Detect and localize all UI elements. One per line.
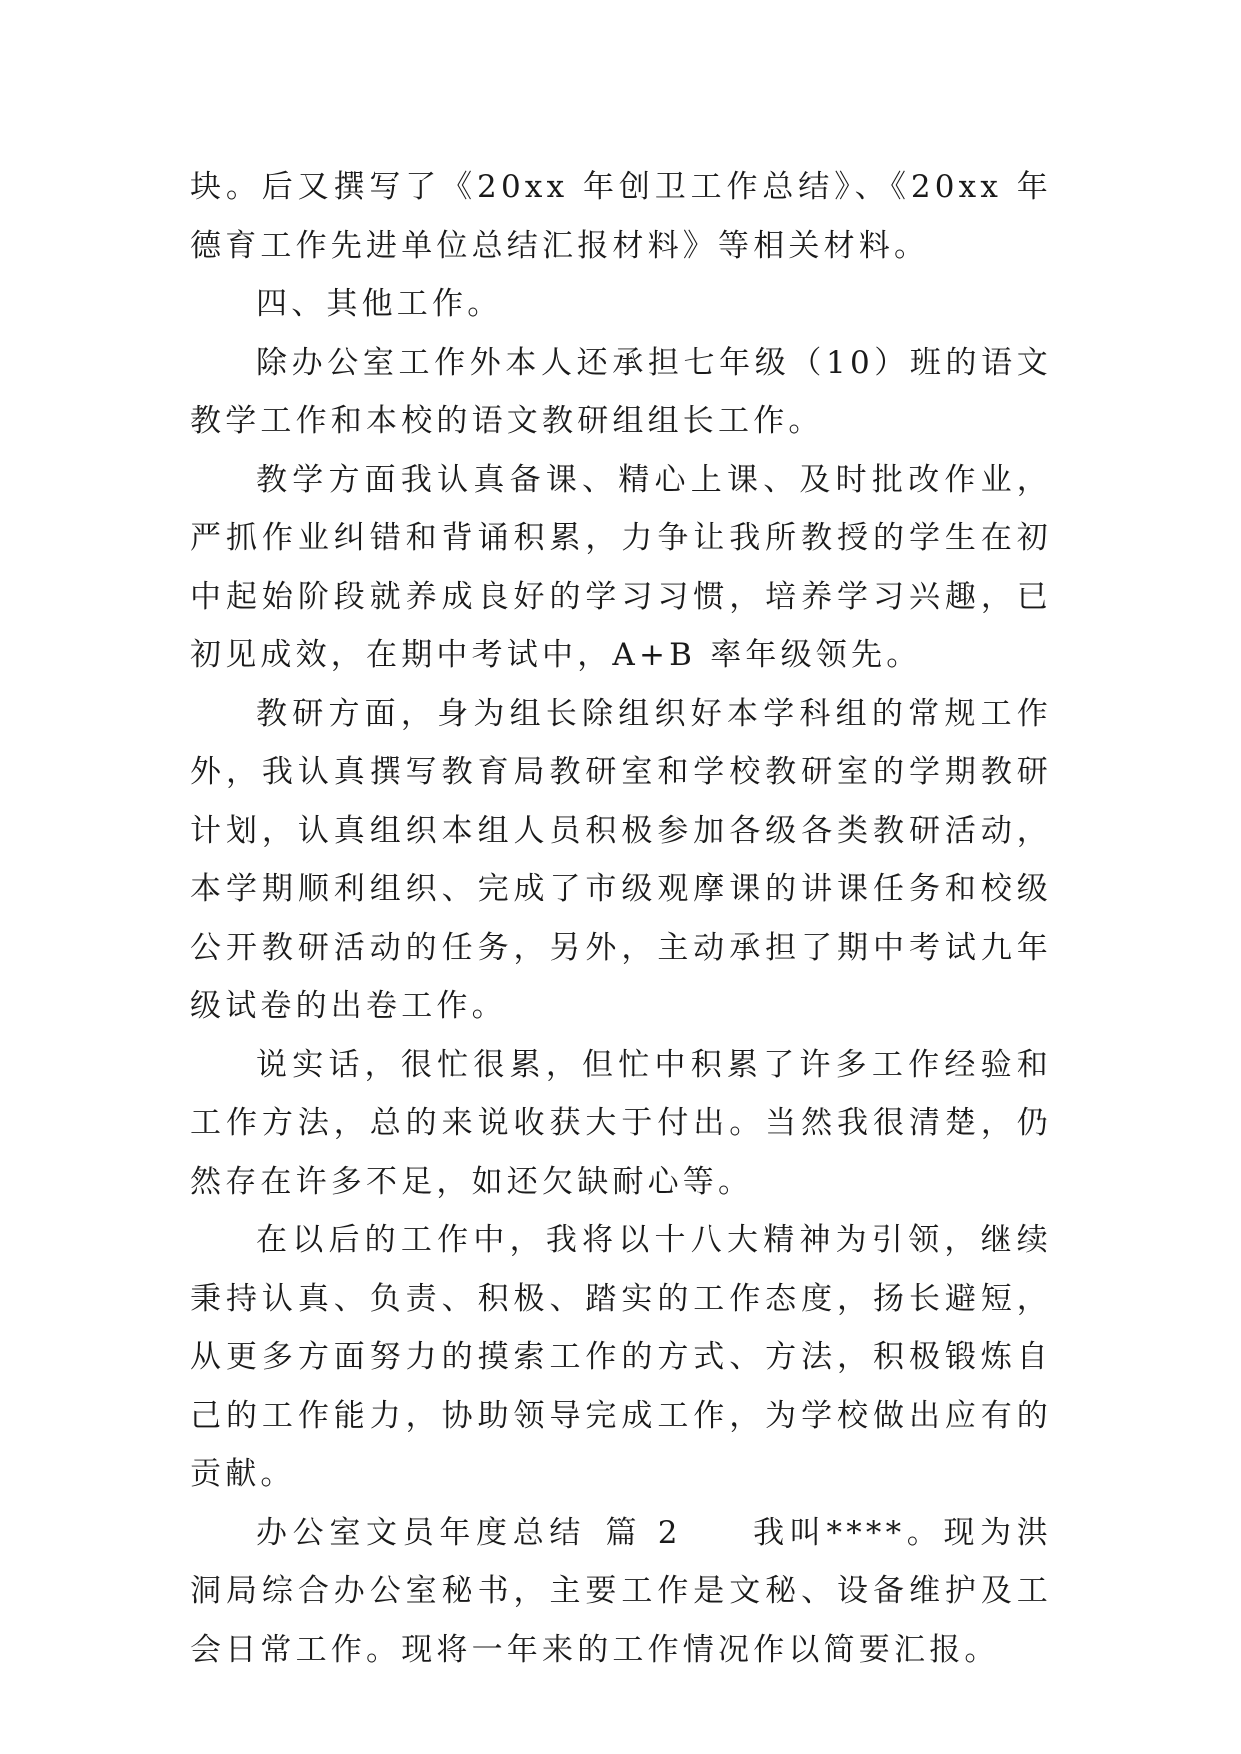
section-text: 我叫****。现为洪洞局综合办公室秘书，主要工作是文秘、设备维护及工会日常工作。现将一年来的工作情况作以简要汇报。 [190, 1514, 1052, 1668]
section-paragraph [190, 1504, 1052, 1680]
section-part: 篇 2 [604, 1514, 682, 1551]
paragraph-5: 教研方面，身为组长除组织好本学科组的常规工作外，我认真撰写教育局教研室和学校教研室的学期教研计划，认真组织本组人员积极参加各级各类教研活动，本学期顺利组织、完成了市级观摩课的讲课任务和校级公开教研活动的任务，另外，主动承担了期中考试九年级试卷的出卷工作。 [190, 695, 1052, 1024]
paragraph-7: 在以后的工作中，我将以十八大精神为引领，继续秉持认真、负责、积极、踏实的工作态度，扬长避短，从更多方面努力的摸索工作的方式、方法，积极锻炼自己的工作能力，协助领导完成工作，为学校做出应有的贡献。 [190, 1222, 1052, 1492]
paragraph-2-heading: 四、其他工作。 [256, 286, 503, 322]
document-body [190, 158, 1052, 1679]
paragraph-3: 除办公室工作外本人还承担七年级（10）班的语文教学工作和本校的语文教研组组长工作。 [190, 344, 1052, 439]
section-title: 办公室文员年度总结 [256, 1514, 587, 1551]
paragraph-4: 教学方面我认真备课、精心上课、及时批改作业，严抓作业纠错和背诵积累，力争让我所教授的学生在初中起始阶段就养成良好的学习习惯，培养学习兴趣，已初见成效，在期中考试中，A+B 率年级领先。 [190, 461, 1052, 673]
paragraph-6: 说实话，很忙很累，但忙中积累了许多工作经验和工作方法，总的来说收获大于付出。当然我很清楚，仍然存在许多不足，如还欠缺耐心等。 [190, 1046, 1052, 1200]
paragraph-1: 块。后又撰写了《20xx 年创卫工作总结》、《20xx 年德育工作先进单位总结汇报材料》等相关材料。 [190, 169, 1052, 264]
